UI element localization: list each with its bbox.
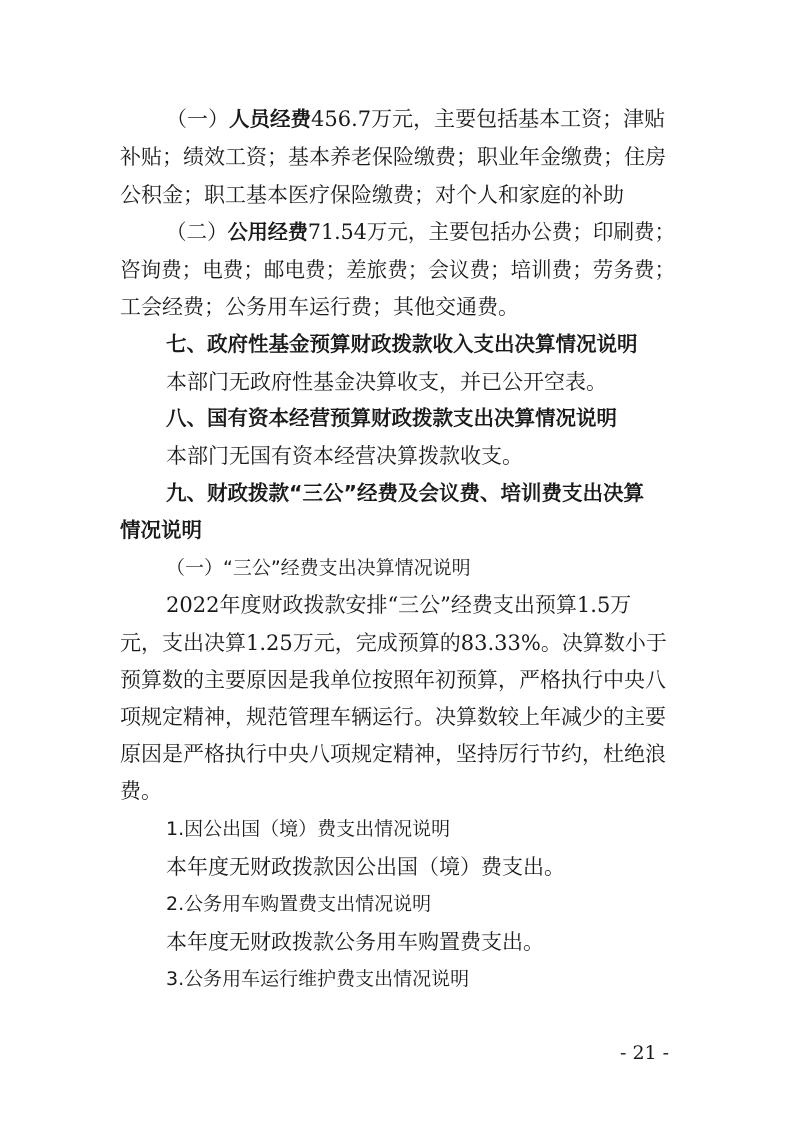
page-number: - 21 - <box>620 1042 670 1064</box>
paragraph-line: 本部门无政府性基金决算收支，并已公开空表。 <box>166 370 607 394</box>
section-heading-9-cont: 情况说明 <box>120 518 202 542</box>
paragraph-line: 预算数的主要原因是我单位按照年初预算，严格执行中央八 <box>120 668 666 692</box>
paragraph-line: 补贴；绩效工资；基本养老保险缴费；职业年金缴费；住房 <box>120 145 666 169</box>
section-heading-8: 八、国有资本经营预算财政拨款支出决算情况说明 <box>166 406 617 430</box>
personnel-funding-line-1 <box>166 104 665 134</box>
paragraph-line: 本部门无国有资本经营决算拨款收支。 <box>166 444 523 468</box>
item-heading-3: 3.公务用车运行维护费支出情况说明 <box>166 968 470 990</box>
public-funding-line-1 <box>166 217 675 247</box>
personnel-funding-label: 人员经费 <box>229 107 311 131</box>
item-number: （一） <box>166 107 229 131</box>
item-number: （二） <box>166 220 228 244</box>
section-heading-9: 九、财政拨款“三公”经费及会议费、培训费支出决算 <box>166 481 644 505</box>
paragraph-line: 工会经费；公务用车运行费；其他交通费。 <box>120 295 519 319</box>
public-funding-text: 71.54万元，主要包括办公费；印刷费； <box>307 220 676 244</box>
paragraph-line: 原因是严格执行中央八项规定精神，坚持厉行节约，杜绝浪 <box>120 742 666 766</box>
subsection-heading: （一）“三公”经费支出决算情况说明 <box>166 557 471 579</box>
paragraph-line: 本年度无财政拨款因公出国（境）费支出。 <box>166 855 565 879</box>
item-heading-2: 2.公务用车购置费支出情况说明 <box>166 893 432 915</box>
paragraph-line: 元，支出决算1.25万元，完成预算的83.33%。决算数小于 <box>120 631 667 655</box>
paragraph-line: 费。 <box>120 779 162 803</box>
paragraph-line: 项规定精神，规范管理车辆运行。决算数较上年减少的主要 <box>120 705 666 729</box>
paragraph-line: 公积金；职工基本医疗保险缴费；对个人和家庭的补助 <box>120 183 624 207</box>
paragraph-line: 2022年度财政拨款安排“三公”经费支出预算1.5万 <box>166 593 632 617</box>
item-heading-1: 1.因公出国（境）费支出情况说明 <box>166 818 451 840</box>
personnel-funding-text: 456.7万元，主要包括基本工资；津贴 <box>311 107 666 131</box>
section-heading-7: 七、政府性基金预算财政拨款收入支出决算情况说明 <box>166 332 638 356</box>
paragraph-line: 本年度无财政拨款公务用车购置费支出。 <box>166 930 544 954</box>
paragraph-line: 咨询费；电费；邮电费；差旅费；会议费；培训费；劳务费； <box>120 258 675 282</box>
public-funding-label: 公用经费 <box>227 220 308 244</box>
